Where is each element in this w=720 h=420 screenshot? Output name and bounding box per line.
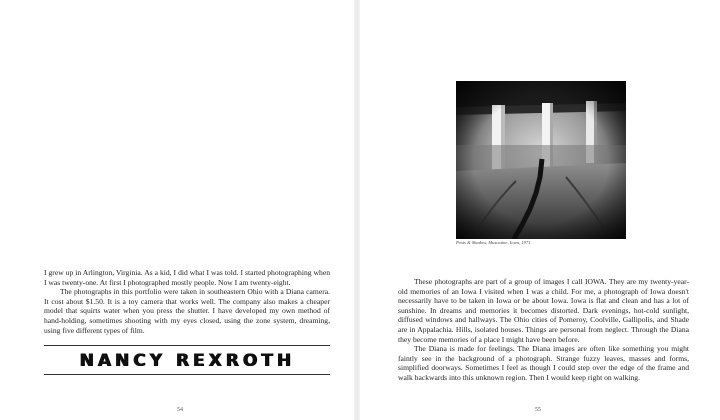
left-text-block — [44, 268, 330, 335]
right-page — [360, 0, 720, 420]
page-number-right: 55 — [535, 407, 541, 413]
title-rule-bottom — [44, 374, 330, 375]
right-text-block — [398, 277, 689, 383]
right-paragraph-2: The Diana is made for feelings. The Diana images are often like something you might faintly see in the background of a photograph. Strange fuzzy leaves, masses and forms, simplified doorways. Sometimes I feel as though I could step over the edge of the frame and walk backwards into this unknown region. Then I would keep right on walking. — [398, 344, 689, 382]
page-number-left: 54 — [177, 407, 183, 413]
photograph-graphic — [456, 81, 626, 239]
photograph-image — [456, 81, 626, 239]
right-paragraph-1: These photographs are part of a group of images I call IOWA. They are my twenty-year-old memories of an Iowa I visited when I was a child. For me, a photograph of Iowa doesn't necessarily have to be taken in Iowa or be about Iowa. Iowa is flat and clean and has a lot of sunshine. In dreams and memories it becomes distorted. Dark evenings, hot-cold sunlight, diffused windows and hallways. The Ohio cities of Pomeroy, Coolville, Gallipolis, and Shade are in Appalachia. Hills, isolated houses. Things are personal from neglect. Through the Diana they become memories of a place I might have been before. — [398, 277, 689, 344]
title-rule-top — [44, 345, 330, 346]
left-paragraph-1: I grew up in Arlington, Virginia. As a kid, I did what I was told. I started photographing when I was twenty-one. At first I photographed mostly people. Now I am twenty-eight. — [44, 268, 330, 287]
photo-caption: Posts & Shadow, Muscatine, Iowa, 1971 — [456, 240, 531, 245]
author-name-title: NANCY REXROTH — [79, 351, 295, 371]
left-page — [0, 0, 352, 420]
left-paragraph-2: The photographs in this portfolio were taken in southeastern Ohio with a Diana camera. It cost about $1.50. It is a toy camera that works well. The company also makes a cheaper model that squirts water when you press the shutter. I have developed my own method of hand-holding, sometimes shooting with my eyes closed, using the zone system, dreaming, using five different types of film. — [44, 287, 330, 335]
